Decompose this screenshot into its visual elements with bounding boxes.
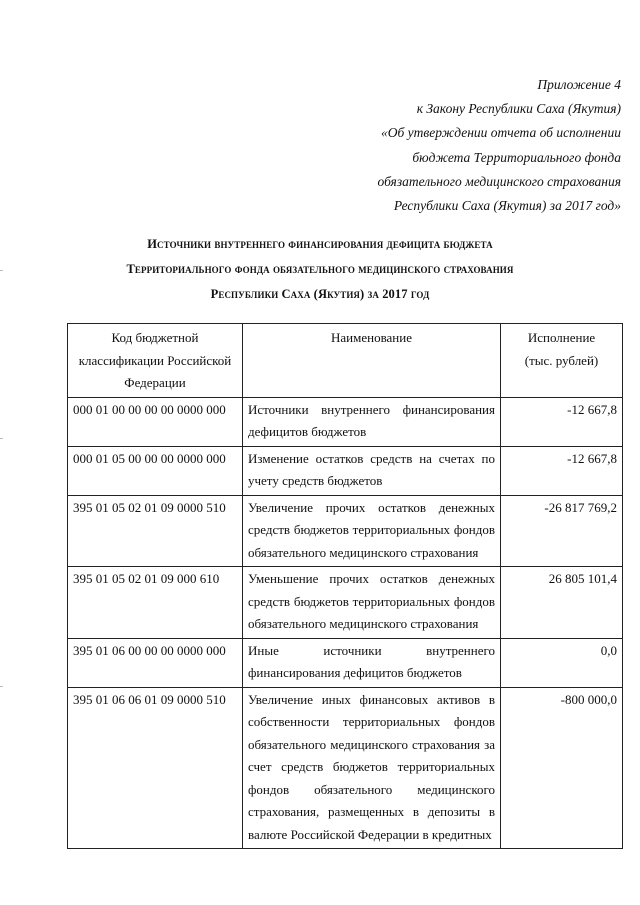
appendix-line: обязательного медицинского страхования xyxy=(377,173,621,189)
row-name: Увеличение прочих остатков денежных средств бюджетов территориальных фондов обязательного медицинского страхования xyxy=(243,495,501,567)
table-row xyxy=(68,567,623,639)
appendix-line: Приложение 4 xyxy=(537,77,621,92)
table-row xyxy=(68,638,623,687)
row-code: 395 01 06 06 01 09 0000 510 xyxy=(68,687,243,849)
header-amount xyxy=(501,324,623,398)
row-code: 395 01 05 02 01 09 0000 510 xyxy=(68,495,243,567)
table-row xyxy=(68,687,623,849)
scan-speck xyxy=(0,686,3,687)
row-amount: -26 817 769,2 xyxy=(501,495,623,567)
title-line: Республики Саха (Якутия) за 2017 год xyxy=(210,287,430,301)
row-code: 395 01 06 00 00 00 0000 000 xyxy=(68,638,243,687)
document-title xyxy=(0,232,640,307)
row-code: 395 01 05 02 01 09 000 610 xyxy=(68,567,243,639)
appendix-line: Республики Саха (Якутия) за 2017 год» xyxy=(393,198,621,214)
table-header-row xyxy=(68,324,623,398)
row-amount: -12 667,8 xyxy=(501,397,623,446)
appendix-line: бюджета Территориального фонда xyxy=(412,149,621,165)
row-name: Уменьшение прочих остатков денежных средств бюджетов территориальных фондов обязательного медицинского страхования xyxy=(243,567,501,639)
appendix-note xyxy=(378,73,621,218)
row-amount: 26 805 101,4 xyxy=(501,567,623,639)
row-code: 000 01 00 00 00 00 0000 000 xyxy=(68,397,243,446)
row-amount: -12 667,8 xyxy=(501,446,623,495)
financing-sources-table xyxy=(67,323,623,849)
header-amount-line: Исполнение xyxy=(527,330,596,345)
scan-speck xyxy=(0,438,3,439)
row-name: Источники внутреннего финансирования дефицитов бюджетов xyxy=(243,397,501,446)
row-name: Иные источники внутреннего финансирования дефицитов бюджетов xyxy=(243,638,501,687)
header-amount-line: (тыс. рублей) xyxy=(524,352,599,368)
title-line: Территориального фонда обязательного медицинского страхования xyxy=(126,262,514,276)
header-code: Код бюджетной классификации Российской Федерации xyxy=(68,324,243,398)
table-row xyxy=(68,397,623,446)
row-amount: 0,0 xyxy=(501,638,623,687)
row-name: Изменение остатков средств на счетах по учету средств бюджетов xyxy=(243,446,501,495)
header-name: Наименование xyxy=(243,324,501,398)
row-amount: -800 000,0 xyxy=(501,687,623,849)
appendix-line: «Об утверждении отчета об исполнении xyxy=(381,125,621,141)
table-row xyxy=(68,495,623,567)
table-row xyxy=(68,446,623,495)
title-line: Источники внутреннего финансирования дефицита бюджета xyxy=(147,237,493,251)
row-code: 000 01 05 00 00 00 0000 000 xyxy=(68,446,243,495)
row-name: Увеличение иных финансовых активов в собственности территориальных фондов обязательного медицинского страхования за счет средств бюджетов территориальных фондов обязательного медицинского страхования, размещенных в депозиты в валюте Российской Федерации в кредитных xyxy=(243,687,501,849)
appendix-line: к Закону Республики Саха (Якутия) xyxy=(416,101,621,117)
